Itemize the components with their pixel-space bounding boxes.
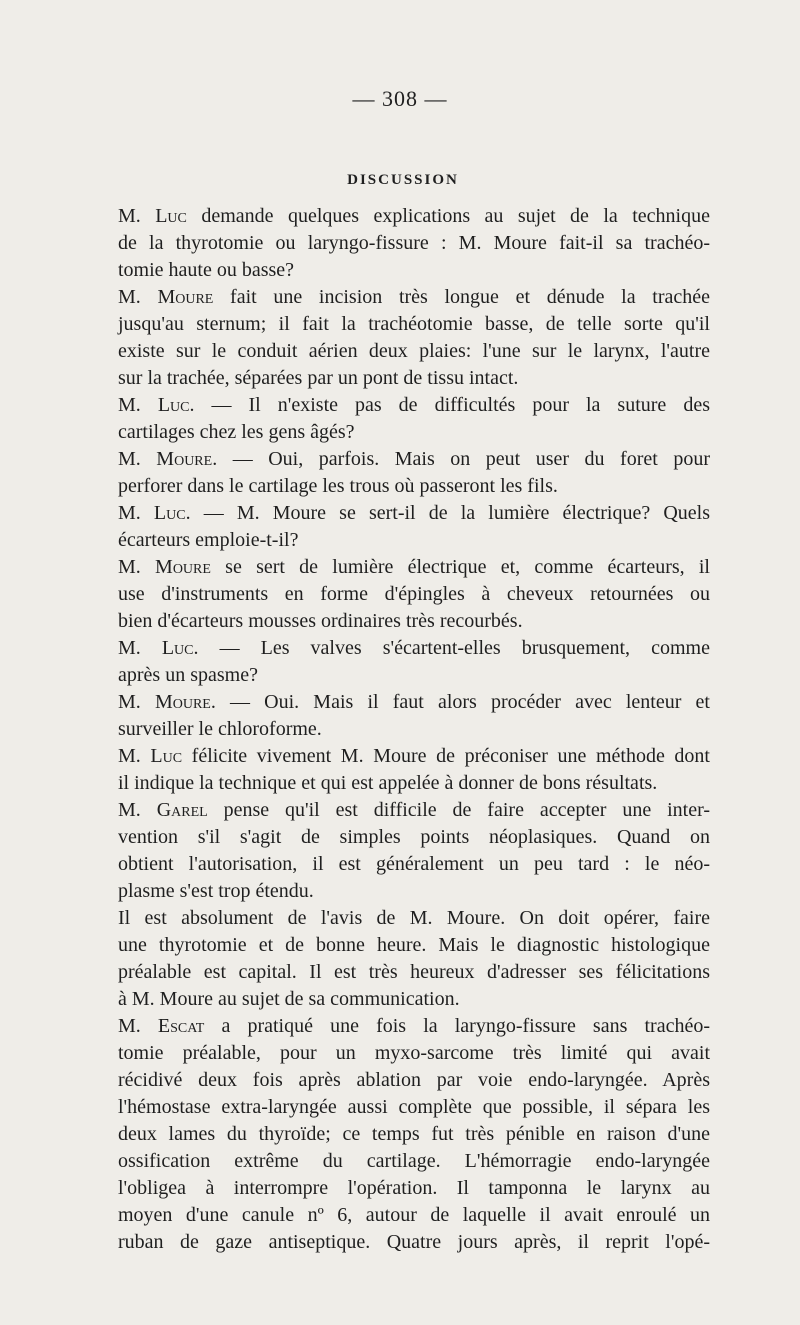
text-line: surveiller le chloroforme.: [118, 718, 322, 740]
speaker-name: Moure.: [156, 448, 218, 470]
line-text: pense qu'il est difficile de faire accepter une inter-: [207, 799, 710, 821]
text-line: [118, 554, 710, 581]
text-line: deux lames du thyroïde; ce temps fut très pénible en raison d'une: [118, 1123, 710, 1145]
line-prefix: M.: [118, 205, 156, 227]
text-line: [118, 392, 710, 419]
text-line: tomie préalable, pour un myxo-sarcome très limité qui avait: [118, 1042, 710, 1064]
line-text: — Il n'existe pas de difficultés pour la suture des: [194, 394, 710, 416]
text-line: [118, 743, 710, 770]
text-line: [118, 500, 710, 527]
text-line: moyen d'une canule nº 6, autour de laquelle il avait enroulé un: [118, 1204, 710, 1226]
line-text: — Oui. Mais il faut alors procéder avec lenteur et: [215, 691, 710, 713]
line-prefix: M.: [118, 1015, 158, 1037]
text-line: [118, 203, 710, 230]
text-line: use d'instruments en forme d'épingles à cheveux retournées ou: [118, 583, 710, 605]
line-prefix: M.: [118, 637, 162, 659]
speaker-name: Luc.: [161, 637, 199, 659]
line-text: — Oui, parfois. Mais on peut user du foret pour: [217, 448, 710, 470]
text-line: de la thyrotomie ou laryngo-fissure : M. Moure fait-il sa trachéo-: [118, 232, 710, 254]
line-text: félicite vivement M. Moure de préconiser une méthode dont: [182, 745, 710, 767]
line-prefix: M.: [118, 286, 158, 308]
paragraph: [118, 905, 710, 1013]
speaker-name: Moure.: [154, 691, 216, 713]
speaker-name: Moure: [157, 286, 214, 308]
speaker-name: Luc: [150, 745, 183, 767]
speaker-name: Luc: [155, 205, 187, 227]
text-line: vention s'il s'agit de simples points néoplasiques. Quand on: [118, 826, 710, 848]
paragraph: [118, 797, 710, 905]
line-text: — Les valves s'écartent-elles brusquement, comme: [198, 637, 710, 659]
text-line: [118, 446, 710, 473]
paragraph: [118, 689, 710, 743]
paragraph: [118, 743, 710, 797]
text-line: plasme s'est trop étendu.: [118, 880, 314, 902]
speaker-name: Garel: [156, 799, 208, 821]
paragraph: [118, 392, 710, 446]
text-line: tomie haute ou basse?: [118, 259, 295, 281]
line-prefix: M.: [118, 799, 157, 821]
speaker-name: Luc.: [153, 502, 191, 524]
line-text: a pratiqué une fois la laryngo-fissure sans trachéo-: [204, 1015, 710, 1037]
text-line: [118, 689, 710, 716]
text-line: [118, 284, 710, 311]
text-line: ruban de gaze antiseptique. Quatre jours après, il reprit l'opé-: [118, 1231, 710, 1253]
section-title: DISCUSSION: [347, 172, 459, 188]
text-line: obtient l'autorisation, il est généralement un peu tard : le néo-: [118, 853, 710, 875]
text-line: l'hémostase extra-laryngée aussi complète que possible, il sépara les: [118, 1096, 710, 1118]
text-line: perforer dans le cartilage les trous où passeront les fils.: [118, 475, 558, 497]
text-line: cartilages chez les gens âgés?: [118, 421, 355, 443]
text-line: il indique la technique et qui est appelée à donner de bons résultats.: [118, 772, 658, 794]
paragraph: [118, 1013, 710, 1256]
speaker-name: Luc.: [157, 394, 195, 416]
text-line: l'obligea à interrompre l'opération. Il tamponna le larynx au: [118, 1177, 710, 1199]
line-prefix: M.: [118, 691, 155, 713]
line-prefix: M.: [118, 502, 154, 524]
text-line: ossification extrême du cartilage. L'hémorragie endo-laryngée: [118, 1150, 710, 1172]
paragraph: [118, 500, 710, 554]
text-line: une thyrotomie et de bonne heure. Mais le diagnostic histologique: [118, 934, 710, 956]
line-text: fait une incision très longue et dénude la trachée: [213, 286, 710, 308]
speaker-name: Escat: [157, 1015, 205, 1037]
line-prefix: M.: [118, 448, 157, 470]
text-line: écarteurs emploie-t-il?: [118, 529, 299, 551]
text-line: préalable est capital. Il est très heureux d'adresser ses félicitations: [118, 961, 710, 983]
text-body: [118, 203, 710, 1256]
text-line: existe sur le conduit aérien deux plaies: l'une sur le larynx, l'autre: [118, 340, 710, 362]
text-line: Il est absolument de l'avis de M. Moure. On doit opérer, faire: [118, 907, 710, 929]
line-text: demande quelques explications au sujet de la technique: [186, 205, 710, 227]
text-line: récidivé deux fois après ablation par voie endo-laryngée. Après: [118, 1069, 710, 1091]
paragraph: [118, 554, 710, 635]
line-prefix: M.: [118, 394, 158, 416]
paragraph: [118, 203, 710, 284]
line-text: se sert de lumière électrique et, comme écarteurs, il: [210, 556, 710, 578]
text-line: bien d'écarteurs mousses ordinaires très recourbés.: [118, 610, 523, 632]
text-line: [118, 1013, 710, 1040]
paragraph: [118, 635, 710, 689]
text-line: après un spasme?: [118, 664, 258, 686]
line-prefix: M.: [118, 556, 156, 578]
text-line: à M. Moure au sujet de sa communication.: [118, 988, 460, 1010]
paragraph: [118, 284, 710, 392]
text-line: jusqu'au sternum; il fait la trachéotomie basse, de telle sorte qu'il: [118, 313, 710, 335]
text-line: [118, 635, 710, 662]
speaker-name: Moure: [155, 556, 211, 578]
text-line: sur la trachée, séparées par un pont de tissu intact.: [118, 367, 519, 389]
page-number: — 308 —: [352, 86, 448, 111]
paragraph: [118, 446, 710, 500]
line-text: — M. Moure se sert-il de la lumière électrique? Quels: [190, 502, 710, 524]
text-line: [118, 797, 710, 824]
line-prefix: M.: [118, 745, 151, 767]
